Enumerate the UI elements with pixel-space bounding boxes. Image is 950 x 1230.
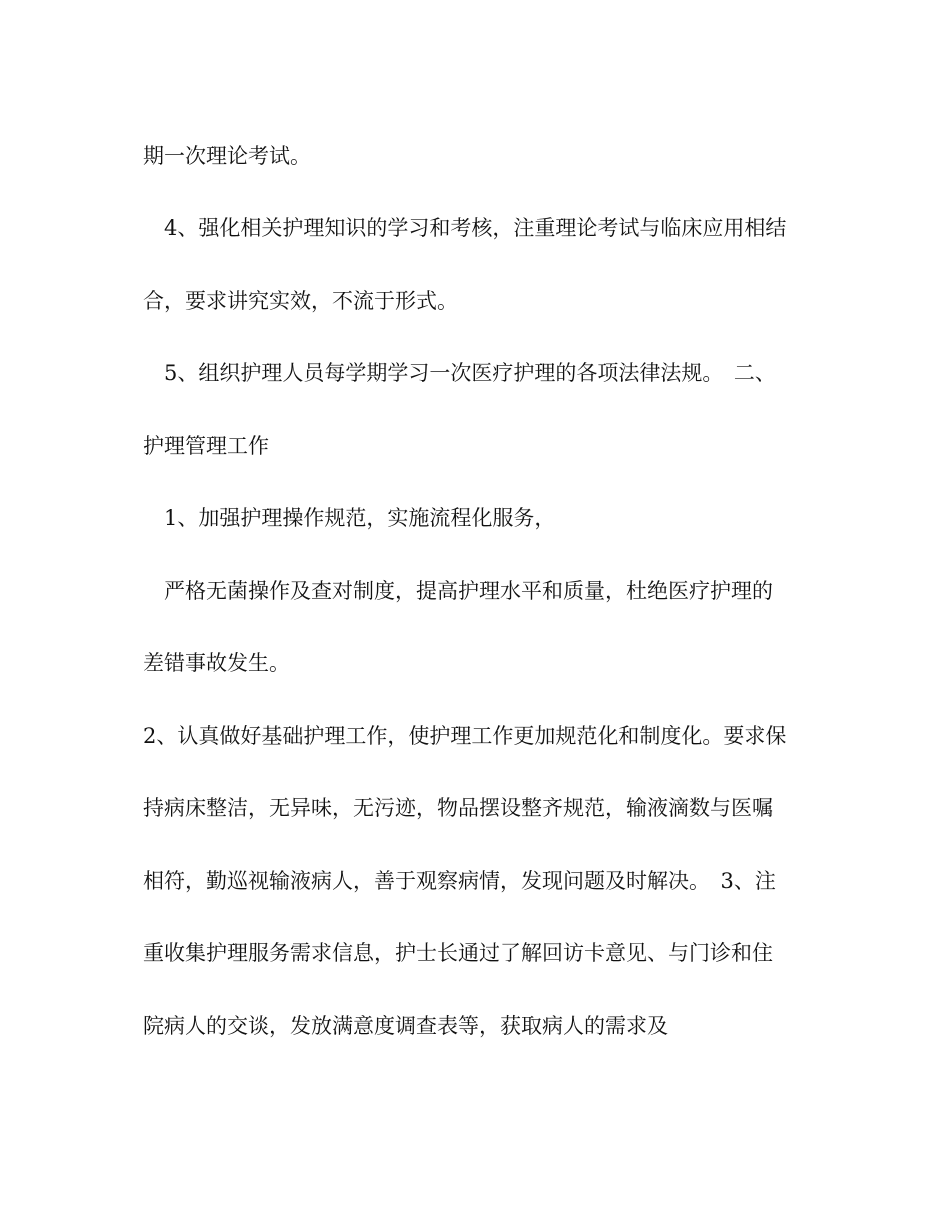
text-line: 4、强化相关护理知识的学习和考核，注重理论考试与临床应用相结: [164, 216, 787, 240]
text-line: 持病床整洁，无异味，无污迹，物品摆设整齐规范，输液滴数与医嘱: [143, 796, 773, 820]
text-line: 5、组织护理人员每学期学习一次医疗护理的各项法律法规。 二、: [164, 361, 776, 385]
text-line: 重收集护理服务需求信息，护士长通过了解回访卡意见、与门诊和住: [143, 941, 773, 965]
text-line: 差错事故发生。: [143, 651, 290, 675]
text-line: 相符，勤巡视输液病人，善于观察病情，发现问题及时解决。 3、注: [143, 869, 776, 893]
text-line: 期一次理论考试。: [143, 144, 311, 168]
text-line: 院病人的交谈，发放满意度调查表等，获取病人的需求及: [143, 1014, 668, 1038]
text-line: 合，要求讲究实效，不流于形式。: [143, 289, 458, 313]
text-line: 1、加强护理操作规范，实施流程化服务，: [164, 506, 556, 530]
text-line: 严格无菌操作及查对制度，提高护理水平和质量，杜绝医疗护理的: [164, 579, 773, 603]
text-line: 护理管理工作: [143, 434, 269, 458]
text-line: 2、认真做好基础护理工作，使护理工作更加规范化和制度化。要求保: [143, 724, 787, 748]
